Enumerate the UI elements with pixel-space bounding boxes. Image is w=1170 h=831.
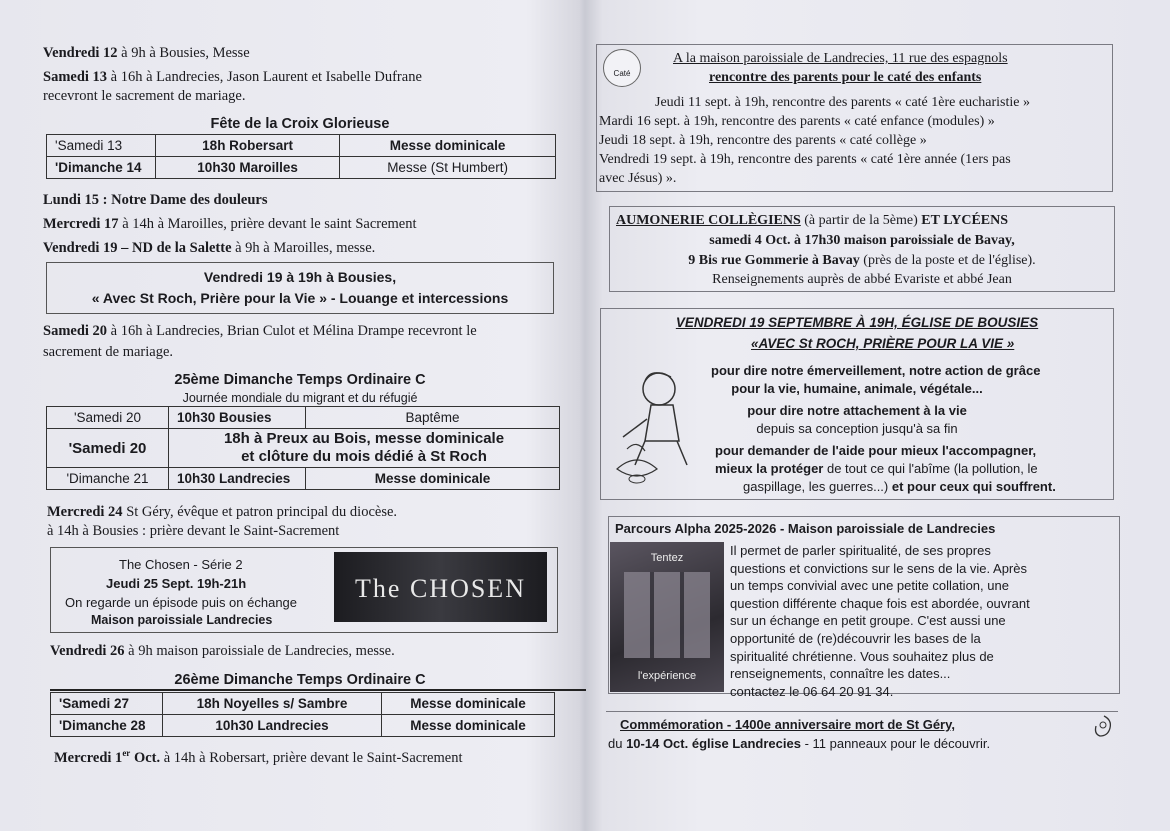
sunday-25-title: 25ème Dimanche Temps Ordinaire C <box>174 372 426 388</box>
table-cell: Baptême <box>306 407 560 429</box>
table-cell: 'Dimanche 21 <box>47 468 169 490</box>
date-label: Mercredi 17 <box>43 216 119 232</box>
sunday-25-subtitle: Journée mondiale du migrant et du réfugié <box>182 391 418 405</box>
date-label: Mercredi 1 <box>54 749 123 766</box>
table-cell: 'Dimanche 14 <box>47 157 156 179</box>
cate-line: Jeudi 11 sept. à 19h, rencontre des parents « caté 1ère eucharistie » <box>655 95 1030 110</box>
aumonerie-line-3 <box>610 253 1114 269</box>
st-gery-icon <box>1092 714 1116 740</box>
event-text: à 16h à Landrecies, Brian Culot et Mélina Drampe recevront le <box>107 323 477 339</box>
chosen-line-3: On regarde un épisode puis on échange <box>65 595 298 610</box>
aumonerie-line-4: Renseignements auprès de abbé Evariste et abbé Jean <box>712 272 1012 287</box>
commemoration-box <box>606 711 1118 754</box>
sunday-26-title: 26ème Dimanche Temps Ordinaire C <box>174 672 426 688</box>
roch-p3-a: pour demander de l'aide pour mieux l'accompagner, <box>715 443 1037 458</box>
date-label: Mercredi 24 <box>47 504 123 520</box>
date-label: Samedi 20 <box>43 323 108 339</box>
alpha-poster-top: Tentez <box>650 552 684 564</box>
table-cell: 'Dimanche 28 <box>51 715 163 737</box>
table-cell: 10h30 Maroilles <box>156 157 340 179</box>
aumonerie-title-main: AUMONERIE COLLÈGIENS <box>616 213 801 228</box>
mercredi-24-line <box>47 503 397 521</box>
aumonerie-title-mid: (à partir de la 5ème) <box>800 213 922 228</box>
alpha-line: questions et convictions sur le sens de la vie. Après <box>730 560 1027 576</box>
table-cell: Messe dominicale <box>306 468 560 490</box>
table-cell: 10h30 Landrecies <box>169 468 306 490</box>
alpha-line: renseignements, connaître les dates... <box>730 666 951 682</box>
cate-title-1: A la maison paroissiale de Landrecies, 11 rue des espagnols <box>673 51 1008 66</box>
commemoration-line-2 <box>608 736 990 751</box>
event-text: à 16h à Landrecies, Jason Laurent et Isabelle Dufrane <box>107 69 422 85</box>
alpha-line: Il permet de parler spiritualité, de ses propres <box>730 543 991 558</box>
table-row <box>47 468 560 490</box>
st-roch-box <box>46 262 554 314</box>
table-row <box>47 135 556 157</box>
table-cell: Messe (St Humbert) <box>340 157 556 179</box>
alpha-line: sur un échange en petit groupe. C'est aussi une <box>730 613 1006 629</box>
vendredi-19-line <box>43 239 375 257</box>
alpha-box <box>608 516 1120 699</box>
alpha-title: Parcours Alpha 2025-2026 - Maison paroissiale de Landrecies <box>615 521 996 536</box>
divider <box>50 689 586 691</box>
roch-p2-a: pour dire notre attachement à la vie <box>747 403 967 418</box>
cell-line: 18h à Preux au Bois, messe dominicale <box>223 430 505 447</box>
roch-p1-a: pour dire notre émerveillement, notre action de grâce <box>711 363 1041 378</box>
table-cell: 'Samedi 20 <box>47 407 169 429</box>
roch-p2-b: depuis sa conception jusqu'à sa fin <box>756 421 958 436</box>
feast-table <box>46 134 556 179</box>
alpha-description <box>730 542 1030 700</box>
comm-dates: 10-14 Oct. église Landrecies <box>626 736 801 751</box>
chosen-logo-text: The CHOSEN <box>355 574 526 603</box>
mercredi-17-line <box>43 215 417 233</box>
event-text: à 14h à Maroilles, prière devant le saint Sacrement <box>118 216 417 232</box>
aumonerie-title-end: ET LYCÉENS <box>921 213 1009 228</box>
table-cell: 18h Noyelles s/ Sambre <box>163 693 382 715</box>
event-text: à 9h à Bousies, Messe <box>117 45 250 61</box>
alpha-poster-image <box>610 542 724 692</box>
commemoration-title: Commémoration - 1400e anniversaire mort de St Géry, <box>620 717 955 732</box>
table-row <box>47 429 560 468</box>
cate-logo-icon <box>603 49 641 87</box>
samedi-20-line-2: sacrement de mariage. <box>43 344 174 360</box>
mercredi-1-line <box>54 744 462 767</box>
alpha-line: contactez le 06 64 20 91 34. <box>730 683 894 699</box>
comm-rest: - 11 panneaux pour le découvrir. <box>800 736 991 751</box>
event-text: St Géry, évêque et patron principal du diocèse. <box>122 504 398 520</box>
table-cell: 'Samedi 27 <box>51 693 163 715</box>
mercredi-24-line-2: à 14h à Bousies : prière devant le Saint-Sacrement <box>47 523 340 539</box>
the-chosen-poster <box>334 552 547 622</box>
table-cell: 'Samedi 13 <box>47 135 156 157</box>
box-line-2: « Avec St Roch, Prière pour la Vie » - Louange et intercessions <box>91 290 509 306</box>
table-row <box>47 407 560 429</box>
roch-p1-b: pour la vie, humaine, animale, végétale... <box>731 381 983 396</box>
alpha-line: spiritualité chrétienne. Vous souhaitez plus de <box>730 648 994 664</box>
roch-p3c-bold: et pour ceux qui souffrent. <box>891 479 1056 494</box>
samedi-13-line <box>43 68 422 86</box>
chosen-line-1: The Chosen - Série 2 <box>119 557 243 572</box>
date-label: Samedi 13 <box>43 69 108 85</box>
event-text: à 9h maison paroissiale de Landrecies, messe. <box>124 643 395 659</box>
roch-p3-rest: de tout ce qui l'abîme (la pollution, le <box>823 461 1038 476</box>
table-cell: 18h Robersart <box>156 135 340 157</box>
alpha-line: un temps convivial avec une petite collation, une <box>730 578 1009 594</box>
aumonerie-line-2: samedi 4 Oct. à 17h30 maison paroissiale de Bavay, <box>709 233 1015 248</box>
table-row <box>51 693 555 715</box>
table-cell: Messe dominicale <box>382 715 555 737</box>
table-cell <box>169 429 560 468</box>
alpha-line: opportunité de (re)découvrir les bases de la <box>730 630 981 646</box>
chosen-line-2: Jeudi 25 Sept. 19h-21h <box>106 576 247 591</box>
lundi-15-line: Lundi 15 : Notre Dame des douleurs <box>43 192 268 208</box>
table-cell: Messe dominicale <box>382 693 555 715</box>
chosen-line-4: Maison paroissiale Landrecies <box>91 613 273 627</box>
sunday-26-table <box>50 692 555 737</box>
superscript: er <box>122 748 131 758</box>
faces-grid <box>624 572 710 658</box>
cate-logo-text: Caté <box>613 69 631 78</box>
address-bold: 9 Bis rue Gommerie à Bavay <box>688 253 860 268</box>
feast-title: Fête de la Croix Glorieuse <box>210 116 390 132</box>
table-cell: 10h30 Bousies <box>169 407 306 429</box>
event-text: à 14h à Robersart, prière devant le Saint-Sacrement <box>160 749 463 766</box>
table-row <box>51 715 555 737</box>
table-cell: 'Samedi 20 <box>47 429 169 468</box>
cate-line: Jeudi 18 sept. à 19h, rencontre des parents « caté collège » <box>599 133 927 148</box>
date-label: Vendredi 19 – ND de la Salette <box>43 240 232 256</box>
table-cell: Messe dominicale <box>340 135 556 157</box>
roch-title-2: «AVEC St ROCH, PRIÈRE POUR LA VIE » <box>751 336 1015 351</box>
aumonerie-box <box>609 206 1115 292</box>
date-label: Oct. <box>130 749 161 766</box>
roch-title-1: VENDREDI 19 SEPTEMBRE À 19H, ÉGLISE DE BOUSIES <box>675 315 1039 330</box>
samedi-20-line <box>43 322 477 340</box>
cate-box <box>596 44 1113 192</box>
table-cell: 10h30 Landrecies <box>163 715 382 737</box>
cate-title-2: rencontre des parents pour le caté des enfants <box>709 70 982 85</box>
st-roch-prayer-box <box>600 308 1114 500</box>
alpha-line: question différente chaque fois est abordée, ouvrant <box>730 595 1030 611</box>
alpha-poster-bottom: l'expérience <box>637 670 697 682</box>
cate-line: avec Jésus) ». <box>599 171 677 186</box>
roch-p3-b <box>715 461 1038 476</box>
cate-line: Vendredi 19 sept. à 19h, rencontre des parents « caté 1ère année (1ers pas <box>599 152 1011 167</box>
box-line-1: Vendredi 19 à 19h à Bousies, <box>203 269 397 285</box>
cell-line: et clôture du mois dédié à St Roch <box>241 448 487 465</box>
table-row <box>47 157 556 179</box>
vendredi-26-line <box>50 642 395 660</box>
sunday-25-table <box>46 406 560 490</box>
roch-p3c-rest: gaspillage, les guerres...) <box>743 479 892 494</box>
roch-p3-bold: mieux la protéger <box>715 461 824 476</box>
roch-p3-c <box>743 479 1056 494</box>
samedi-13-line-2: recevront le sacrement de mariage. <box>43 88 246 104</box>
cate-line: Mardi 16 sept. à 19h, rencontre des parents « caté enfance (modules) » <box>599 114 995 129</box>
vendredi-12-line <box>43 44 250 62</box>
address-rest: (près de la poste et de l'église). <box>859 253 1036 268</box>
date-label: Vendredi 26 <box>50 643 125 659</box>
aumonerie-title <box>616 213 1008 229</box>
the-chosen-box <box>50 547 558 633</box>
comm-prefix: du <box>608 736 627 751</box>
date-label: Vendredi 12 <box>43 45 118 61</box>
event-text: à 9h à Maroilles, messe. <box>231 240 376 256</box>
